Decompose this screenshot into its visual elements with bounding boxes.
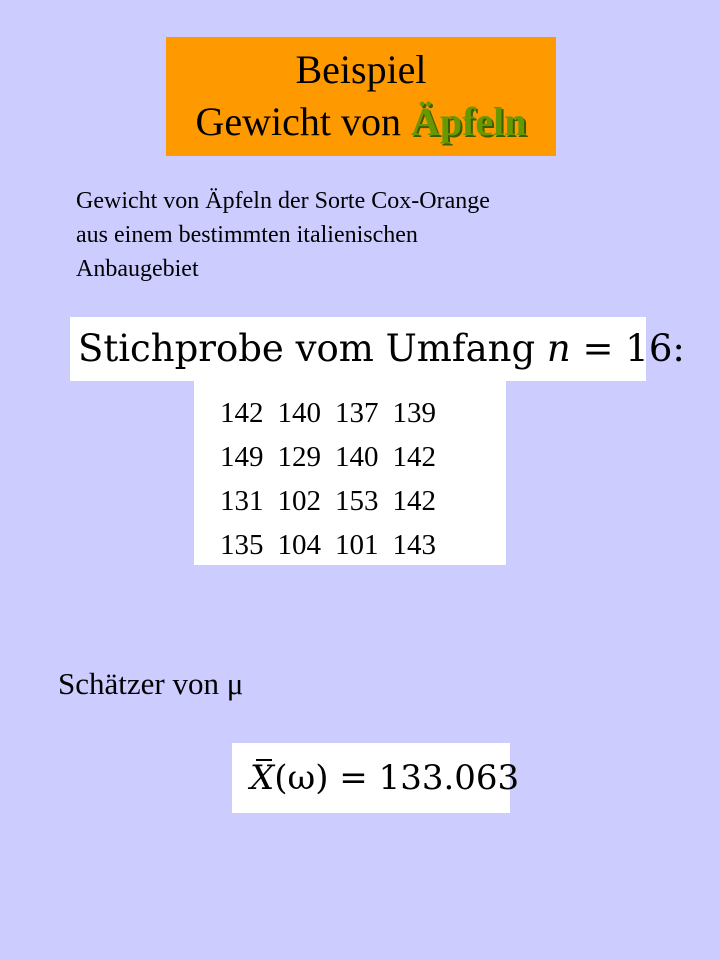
sample-value: 153	[335, 484, 379, 517]
title-highlight: Äpfeln	[410, 99, 527, 144]
sample-value: 140	[277, 396, 321, 429]
title-line-2	[166, 99, 556, 145]
title-line-1: Beispiel	[295, 47, 427, 92]
sample-size-variable: n	[546, 327, 571, 370]
estimate-argument: (ω)	[274, 758, 329, 798]
estimator-label: Schätzer von μ	[58, 666, 244, 701]
sample-value: 140	[335, 440, 379, 473]
sample-value: 104	[277, 528, 321, 561]
description	[76, 184, 676, 286]
sample-value: 135	[220, 528, 264, 561]
sample-value: 149	[220, 440, 264, 473]
sample-data-box	[194, 381, 506, 565]
estimate-box	[232, 743, 520, 813]
sample-heading-box	[70, 317, 685, 381]
sample-value: 129	[277, 440, 321, 473]
sample-value: 142	[220, 396, 264, 429]
sample-row	[220, 523, 443, 567]
sample-value: 139	[392, 396, 436, 429]
sample-value: 137	[335, 396, 379, 429]
sample-row	[220, 479, 443, 523]
sample-data-table	[220, 391, 443, 567]
sample-heading-text: Stichprobe vom Umfang	[78, 327, 547, 370]
estimate-formula	[250, 757, 519, 799]
sample-heading	[78, 327, 685, 371]
description-line-3: Anbaugebiet	[76, 256, 199, 282]
sample-value: 142	[392, 440, 436, 473]
description-line-1: Gewicht von Äpfeln der Sorte Cox-Orange	[76, 188, 490, 214]
sample-value: 142	[392, 484, 436, 517]
sample-row	[220, 391, 443, 435]
title-prefix: Gewicht von	[195, 99, 411, 144]
description-line-2: aus einem bestimmten italienischen	[76, 222, 418, 248]
sample-size-equation: = 16:	[570, 327, 685, 370]
sample-value: 131	[220, 484, 264, 517]
sample-value: 102	[277, 484, 321, 517]
sample-mean-symbol: X	[250, 758, 275, 798]
sample-value: 101	[335, 528, 379, 561]
sample-value: 143	[392, 528, 436, 561]
sample-row	[220, 435, 443, 479]
title-box	[166, 37, 556, 156]
estimate-value: = 133.063	[328, 758, 520, 798]
